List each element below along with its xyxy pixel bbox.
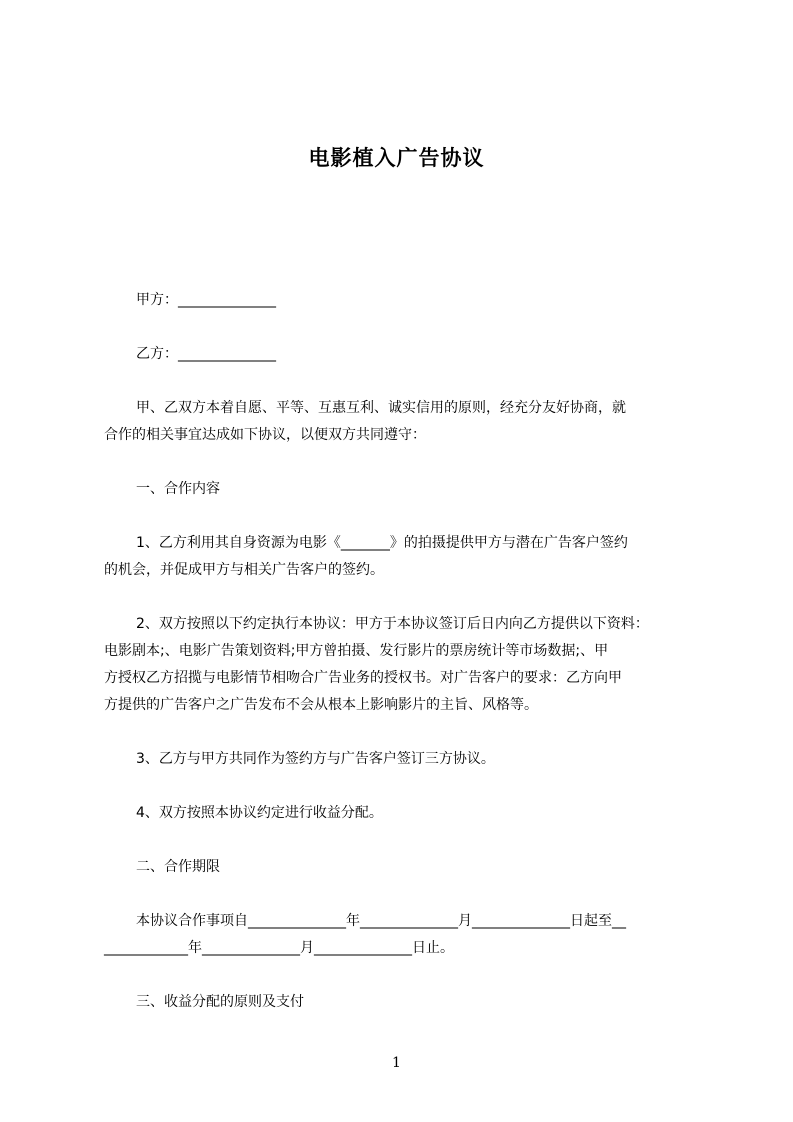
document-title: 电影植入广告协议 <box>308 146 485 170</box>
clause-1-line-2: 的机会，并促成甲方与相关广告客户的签约。 <box>104 562 384 578</box>
clause-2-line-1: 2、双方按照以下约定执行本协议：甲方于本协议签订后日内向乙方提供以下资料： <box>136 616 649 632</box>
term-line-1: 本协议合作事项自______________年______________月______________日起至__ <box>136 913 626 929</box>
intro-line-1: 甲、乙双方本着自愿、平等、互惠互利、诚实信用的原则，经充分友好协商，就 <box>136 400 626 416</box>
clause-3: 3、乙方与甲方共同作为签约方与广告客户签订三方协议。 <box>136 751 495 767</box>
clause-2-line-3: 方授权乙方招揽与电影情节相吻合广告业务的授权书。对广告客户的要求：乙方向甲 <box>104 670 622 686</box>
term-line-2: ____________年______________月______________日止。 <box>104 940 454 956</box>
clause-4: 4、双方按照本协议约定进行收益分配。 <box>136 805 383 821</box>
section-heading-content: 一、合作内容 <box>136 481 220 497</box>
party-a-line: 甲方：______________ <box>136 292 276 308</box>
clause-2-line-4: 方提供的广告客户之广告发布不会从根本上影响影片的主旨、风格等。 <box>104 697 538 713</box>
section-heading-term: 二、合作期限 <box>136 859 220 875</box>
page-number: 1 <box>392 1055 401 1071</box>
clause-2-line-2: 电影剧本;、电影广告策划资料;甲方曾拍摄、发行影片的票房统计等市场数据;、甲 <box>104 643 609 659</box>
section-heading-revenue: 三、收益分配的原则及支付 <box>136 994 304 1010</box>
clause-1-line-1: 1、乙方利用其自身资源为电影《_______》的拍摄提供甲方与潜在广告客户签约 <box>136 535 628 551</box>
intro-line-2: 合作的相关事宜达成如下协议，以便双方共同遵守： <box>104 427 426 443</box>
party-b-line: 乙方：______________ <box>136 346 276 362</box>
